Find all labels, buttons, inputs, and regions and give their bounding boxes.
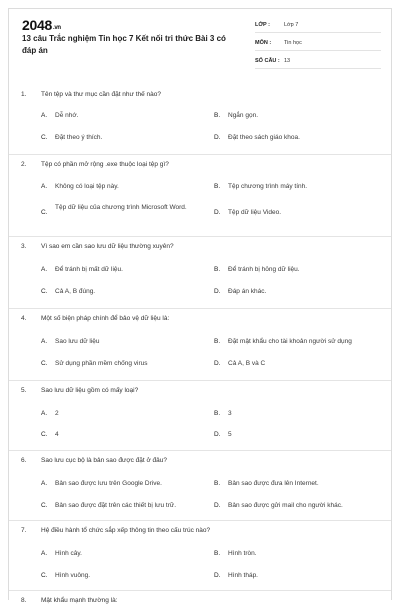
question-7: 7. Hệ điều hành tổ chức sắp xếp thông tin theo cấu trúc nào? A. Hình cây. B. Hình tròn. C. Hình vuông. D. Hình tháp. (9, 521, 391, 591)
question-stem: 4. Một số biện pháp chính để bảo vệ dữ liệu là: (21, 315, 170, 322)
question-6: 6. Sao lưu cục bộ là bản sao được đặt ở đâu? A. Bản sao được lưu trên Google Drive. B. Bản sao được đưa lên Internet. C. Bản sao được đặt trên các thiết bị lưu trữ. D. Bản sao được gửi mail cho người khác. (9, 451, 391, 521)
meta-row-count: SỐ CÂU : 13 (255, 53, 381, 69)
question-stem: 1. Tên tệp và thư mục cần đặt như thế nào? (21, 91, 161, 98)
question-stem: 8. Mật khẩu mạnh thường là: (21, 597, 118, 604)
question-8 (9, 591, 391, 611)
question-stem: 2. Tệp có phần mở rộng .exe thuộc loại tệp gì? (21, 161, 169, 168)
worksheet-page (8, 8, 392, 604)
question-stem: 5. Sao lưu dữ liệu gồm có mấy loại? (21, 387, 139, 394)
question-stem: 6. Sao lưu cục bộ là bản sao được đặt ở đâu? (21, 457, 168, 464)
question-3: 3. Vì sao em cần sao lưu dữ liệu thường xuyên? A. Để tránh bị mất dữ liệu. B. Để tránh bị hỏng dữ liệu. C. Cả A, B đúng. D. Đáp án khác. (9, 237, 391, 309)
site-logo[interactable]: 2048.vn (22, 17, 61, 33)
page-title: 13 câu Trắc nghiệm Tin học 7 Kết nối tri thức Bài 3 có đáp án (22, 34, 226, 55)
question-5: 5. Sao lưu dữ liệu gồm có mấy loại? A. 2 B. 3 C. 4 D. 5 (9, 381, 391, 451)
question-4: 4. Một số biện pháp chính để bảo vệ dữ liệu là: A. Sao lưu dữ liệu B. Đặt mật khẩu cho tài khoản người sử dụng C. Sử dụng phần mềm chống virus D. Cả A, B và C (9, 309, 391, 381)
meta-info (255, 17, 381, 71)
question-2: 2. Tệp có phần mở rộng .exe thuộc loại tệp gì? A. Không có loại tệp này. B. Tệp chương trình máy tính. C. Tệp dữ liệu của chương trình Microsoft Word. D. Tệp dữ liệu Video. (9, 155, 391, 237)
question-stem: 7. Hệ điều hành tổ chức sắp xếp thông tin theo cấu trúc nào? (21, 527, 211, 534)
meta-row-subject: MÔN : Tin học (255, 35, 381, 51)
worksheet-header (9, 9, 391, 75)
question-1: 1. Tên tệp và thư mục cần đặt như thế nào? A. Dễ nhớ. B. Ngắn gọn. C. Đặt theo ý thích. D. Đặt theo sách giáo khoa. (9, 85, 391, 155)
question-stem: 3. Vì sao em cần sao lưu dữ liệu thường xuyên? (21, 243, 174, 250)
meta-row-class: LỚP : Lớp 7 (255, 17, 381, 33)
